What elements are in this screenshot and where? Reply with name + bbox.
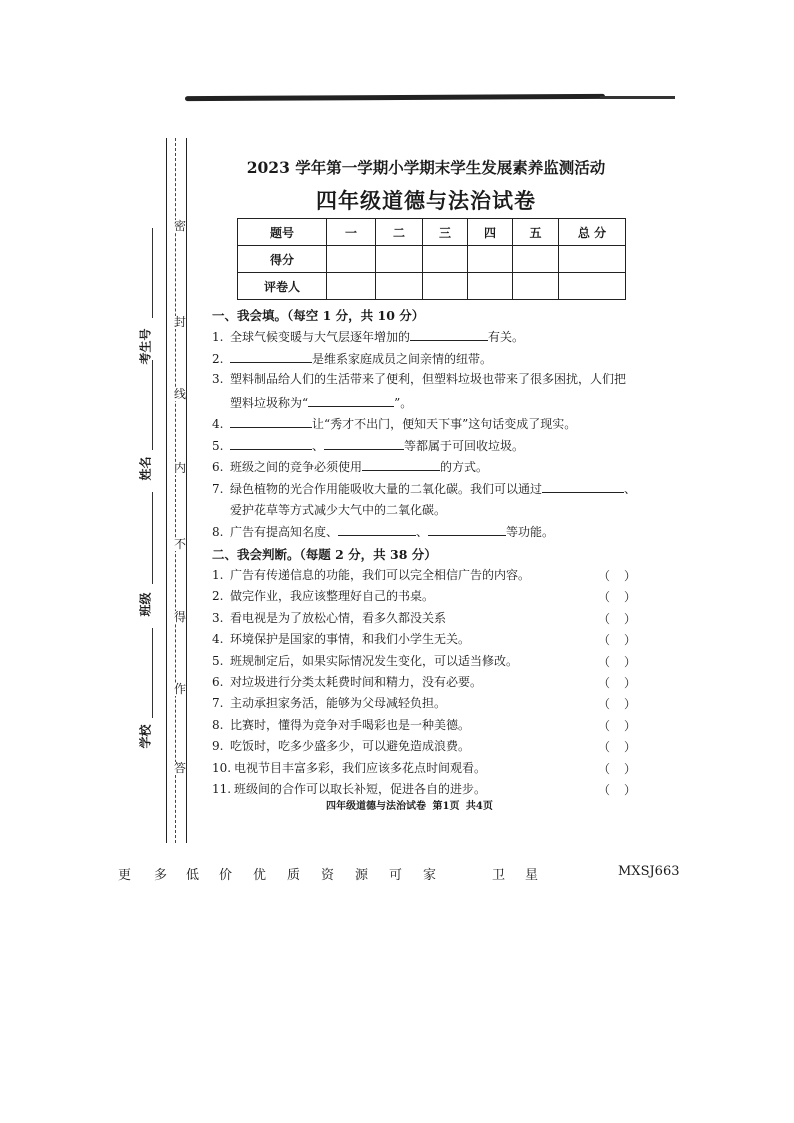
question-text: ”。 [394,396,413,410]
question-number: 6. [212,675,224,689]
question-text: 班规制定后，如果实际情况发生变化，可以适当修改。 [230,653,519,668]
paren-close: ） [623,654,636,669]
question-number: 2. [212,589,224,604]
answer-blank[interactable] [230,415,312,428]
question-number: 1. [212,568,224,582]
ad-code: MXSJ663 [618,864,680,879]
score-cell[interactable] [468,273,513,300]
paren-close: ） [623,633,636,648]
score-cell[interactable] [327,246,376,273]
paren-close: ） [623,590,636,605]
score-header-cell: 二 [376,219,423,246]
question-number: 8. [212,525,224,539]
ad-char: 价 [219,868,233,883]
fill-question [212,350,492,367]
answer-parentheses[interactable] [598,588,636,605]
paren-close: ） [623,676,636,690]
field-line-school[interactable] [152,628,153,718]
fill-question [212,480,636,497]
scan-edge-bar [185,94,605,101]
judgment-question [212,567,530,583]
fill-question [212,415,576,432]
fill-question [212,437,524,454]
question-text: 绿色植物的光合作用能吸收大量的二氧化碳。我们可以通过 [230,482,543,496]
score-header-cell: 总 分 [559,219,626,246]
fill-question [212,458,488,475]
seal-binding-margin [164,138,194,843]
answer-parentheses[interactable] [598,717,636,734]
score-cell[interactable] [559,273,626,300]
question-text: 的方式。 [440,460,489,474]
answer-blank[interactable] [308,394,394,407]
paren-open: （ [598,740,611,755]
score-header-cell: 一 [327,219,376,246]
field-line-class[interactable] [152,492,153,584]
question-text: 全球气候变暖与大气层逐年增加的 [230,330,411,344]
question-text: 有关。 [488,330,525,344]
question-text: 、 [312,439,325,453]
question-text: 广告有提高知名度、 [230,525,339,539]
score-header-cell: 五 [513,219,559,246]
judgment-question [212,717,470,733]
score-cell[interactable] [423,246,468,273]
field-label-school: 学校 [138,724,153,749]
answer-blank[interactable] [410,328,488,341]
score-cell[interactable] [468,246,513,273]
answer-parentheses[interactable] [598,781,636,798]
answer-blank[interactable] [542,480,624,493]
question-text: 是维系家庭成员之间亲情的纽带。 [312,352,493,366]
ad-char: 优 [253,868,267,883]
question-number: 7. [212,482,224,496]
judgment-question [212,738,470,754]
answer-blank[interactable] [324,437,404,450]
answer-blank[interactable] [230,437,312,450]
question-text: 看电视是为了放松心情，看多久都没关系 [230,610,447,625]
field-label-name: 姓名 [138,456,153,481]
question-number: 9. [212,739,224,754]
seal-char: 内 [174,461,187,475]
fill-question [212,371,626,387]
fill-question-continuation [230,502,446,518]
seal-char: 答 [174,761,187,775]
score-row-label: 得分 [238,246,327,273]
answer-parentheses[interactable] [598,653,636,670]
question-text: 等功能。 [506,525,555,539]
question-text: 班级间的合作可以取长补短，促进各自的进步。 [234,782,487,796]
score-header-cell: 题号 [238,219,327,246]
question-text: 比赛时，懂得为竞争对手喝彩也是一种美德。 [230,717,471,732]
scan-edge-bar [600,96,675,99]
paren-close: ） [623,740,636,755]
seal-char: 封 [174,315,187,329]
ad-char: 家 [423,868,437,883]
question-number: 10. [212,760,232,775]
question-number: 11. [212,782,232,796]
question-text: 吃饭时，吃多少盛多少，可以避免造成浪费。 [230,739,471,754]
question-text: 让“秀才不出门，便知天下事”这句话变成了现实。 [312,417,577,431]
question-number: 1. [212,330,224,344]
question-number: 4. [212,632,224,647]
exam-subtitle: 四年级道德与法治试卷 [316,188,536,213]
question-text: 班级之间的竞争必须使用 [230,460,363,474]
paren-close: ） [623,783,636,797]
paren-close: ） [623,761,636,776]
answer-blank[interactable] [428,523,506,536]
paren-open: （ [598,569,611,583]
question-number: 2. [212,352,224,366]
question-text: 、 [624,482,637,496]
seal-char: 密 [174,219,187,233]
judgment-question [212,674,482,690]
field-line-student-id[interactable] [152,228,153,318]
paren-close: ） [623,611,636,626]
answer-parentheses[interactable] [598,674,636,691]
question-text: 塑料垃圾称为“ [230,396,309,410]
ad-char: 质 [287,868,301,883]
question-text: 环境保护是国家的事情，和我们小学生无关。 [230,632,471,647]
judgment-question [212,610,446,626]
score-cell[interactable] [513,273,559,300]
paren-open: （ [598,590,611,605]
ad-char: 源 [355,868,369,883]
ad-char: 可 [389,868,403,883]
score-table-row [238,273,626,300]
score-table [237,218,626,300]
section-heading: 二、我会判断。（每题 2 分，共 38 分） [212,547,437,562]
fill-question [212,523,554,540]
score-cell[interactable] [327,273,376,300]
question-number: 3. [212,610,224,625]
answer-blank[interactable] [338,523,416,536]
answer-blank[interactable] [362,458,440,471]
question-number: 5. [212,439,224,453]
ad-char: 星 [525,868,539,883]
ad-char: 多 [154,868,168,883]
answer-parentheses[interactable] [598,760,636,777]
question-text: 电视节目丰富多彩，我们应该多花点时间观看。 [234,760,487,775]
judgment-question [212,695,446,711]
seal-char: 作 [174,682,187,696]
fill-question-continuation [230,394,412,411]
question-text: 广告有传递信息的功能，我们可以完全相信广告的内容。 [230,568,531,582]
field-line-name[interactable] [152,360,153,450]
exam-title: 2023 学年第一学期小学期末学生发展素养监测活动 [246,158,606,177]
question-text: 爱护花草等方式减少大气中的二氧化碳。 [230,503,447,517]
question-text: 做完作业，我应该整理好自己的书桌。 [230,589,435,604]
question-number: 7. [212,696,224,711]
answer-blank[interactable] [230,350,312,363]
question-number: 5. [212,653,224,668]
judgment-question [212,760,486,776]
question-text: 塑料制品给人们的生活带来了便利，但塑料垃圾也带来了很多困扰，人们把 [230,372,627,386]
question-text: 对垃圾进行分类太耗费时间和精力，没有必要。 [230,675,483,689]
paren-open: （ [598,718,611,733]
question-number: 4. [212,417,224,431]
score-header-cell: 三 [423,219,468,246]
paren-close: ） [623,697,636,712]
ad-char: 资 [321,868,335,883]
page-footer: 四年级道德与法治试卷 第1页 共4页 [326,801,493,812]
judgment-question [212,588,434,604]
score-cell[interactable] [376,273,423,300]
answer-parentheses[interactable] [598,695,636,712]
answer-parentheses[interactable] [598,631,636,648]
seal-char: 线 [174,387,187,401]
question-text: 主动承担家务活，能够为父母减轻负担。 [230,696,447,711]
question-text: 等都属于可回收垃圾。 [404,439,525,453]
paren-close: ） [623,569,636,583]
seal-char: 得 [174,610,187,624]
score-table-row [238,246,626,273]
paren-close: ） [623,718,636,733]
score-cell[interactable] [559,246,626,273]
fill-question [212,328,524,345]
field-label-student-id: 考生号 [138,328,153,365]
paren-open: （ [598,676,611,690]
paren-open: （ [598,633,611,648]
seal-char: 不 [174,537,187,551]
score-cell[interactable] [423,273,468,300]
question-number: 6. [212,460,224,474]
ad-char: 更 [118,868,132,883]
ad-char: 低 [186,868,200,883]
score-header-cell: 四 [468,219,513,246]
question-text: 、 [416,525,429,539]
score-row-label: 评卷人 [238,273,327,300]
section-heading: 一、我会填。（每空 1 分，共 10 分） [212,308,425,323]
score-cell[interactable] [513,246,559,273]
paren-open: （ [598,761,611,776]
paren-open: （ [598,654,611,669]
question-number: 8. [212,717,224,732]
answer-parentheses[interactable] [598,738,636,755]
score-cell[interactable] [376,246,423,273]
score-table-header-row [238,219,626,246]
judgment-question [212,653,518,669]
field-label-class: 班级 [138,592,153,617]
paren-open: （ [598,611,611,626]
answer-parentheses[interactable] [598,610,636,627]
ad-char: 卫 [492,868,506,883]
answer-parentheses[interactable] [598,567,636,584]
judgment-question [212,631,470,647]
paren-open: （ [598,697,611,712]
question-number: 3. [212,372,224,386]
judgment-question [212,781,486,797]
paren-open: （ [598,783,611,797]
